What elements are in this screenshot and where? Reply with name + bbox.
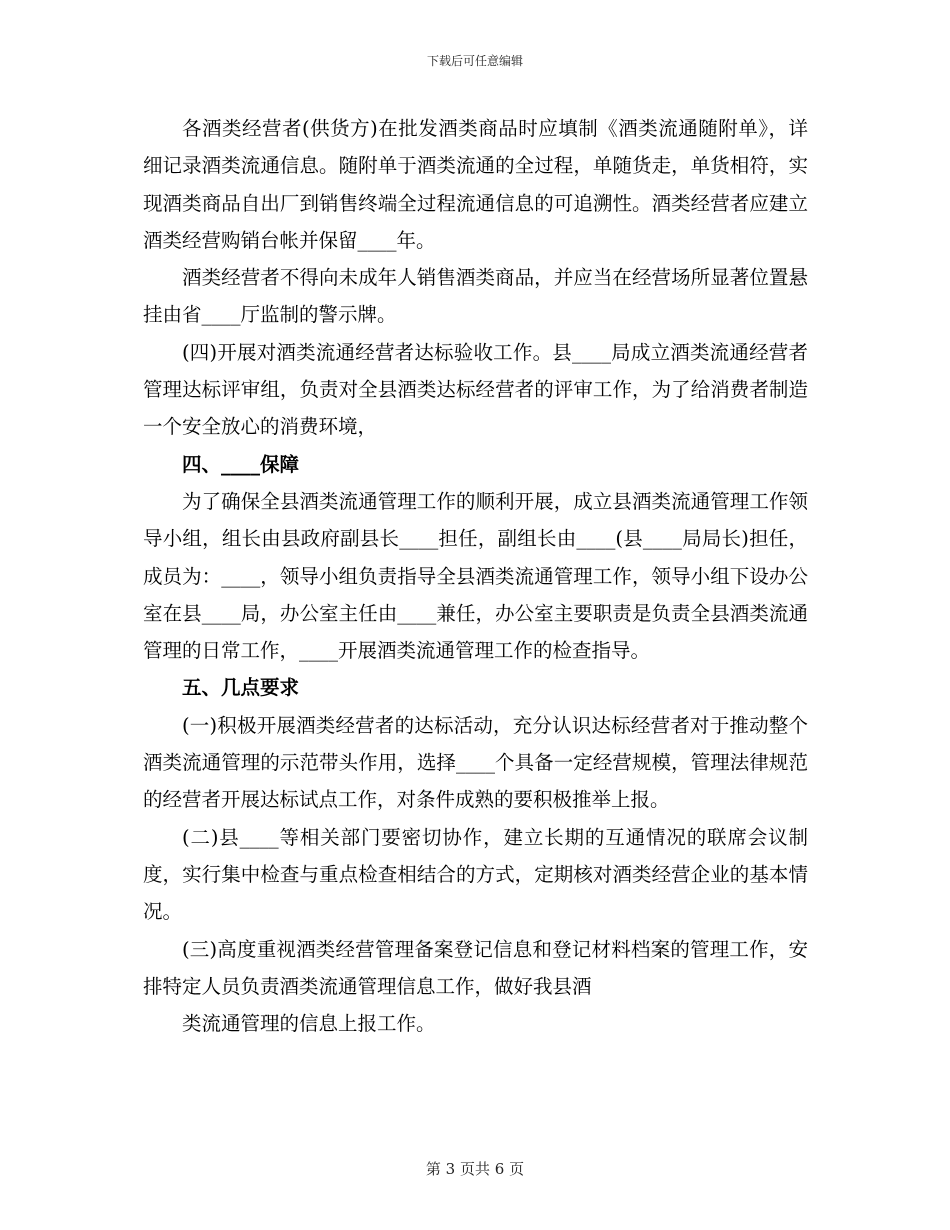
page-footer: 第 3 页共 6 页 (425, 1160, 525, 1178)
paragraph: (二)县____等相关部门要密切协作，建立长期的互通情况的联席会议制度，实行集中检查与重点检查相结合的方式，定期核对酒类经营企业的基本情况。 (143, 825, 808, 924)
paragraph: 为了确保全县酒类流通管理工作的顺利开展，成立县酒类流通管理工作领导小组，组长由县政府副县长____担任，副组长由____(县____局局长)担任，成员为：____，领导小组负责指导全县酒类流通管理工作，领导小组下设办公室在县____局，办公室主任由____兼任，办公室主要职责是负责全县酒类流通管理的日常工作，____开展酒类流通管理工作的检查指导。 (143, 489, 808, 663)
paragraph-continuation: 类流通管理的信息上报工作。 (182, 1012, 436, 1036)
paragraph: (三)高度重视酒类经营管理备案登记信息和登记材料档案的管理工作，安排特定人员负责酒类流通管理信息工作，做好我县酒 (143, 937, 808, 998)
page-header: 下载后可任意编辑 (426, 54, 523, 68)
paragraph: 各酒类经营者(供货方)在批发酒类商品时应填制《酒类流通随附单》，详细记录酒类流通信息。随附单于酒类流通的全过程，单随货走，单货相符，实现酒类商品自出厂到销售终端全过程流通信息的可追溯性。酒类经营者应建立酒类经营购销台帐并保留____年。 (143, 117, 808, 252)
paragraph: (四)开展对酒类流通经营者达标验收工作。县____局成立酒类流通经营者管理达标评审组，负责对全县酒类达标经营者的评审工作，为了给消费者制造一个安全放心的消费环境， (143, 340, 808, 439)
section-heading: 五、几点要求 (182, 676, 300, 700)
section-heading: 四、____保障 (182, 452, 300, 476)
document-body (143, 110, 808, 1042)
paragraph: 酒类经营者不得向未成年人销售酒类商品，并应当在经营场所显著位置悬挂由省____厅监制的警示牌。 (143, 266, 808, 327)
paragraph: (一)积极开展酒类经营者的达标活动，充分认识达标经营者对于推动整个酒类流通管理的示范带头作用，选择____个具备一定经营规模，管理法律规范的经营者开展达标试点工作，对条件成熟的要积极推举上报。 (143, 713, 808, 812)
